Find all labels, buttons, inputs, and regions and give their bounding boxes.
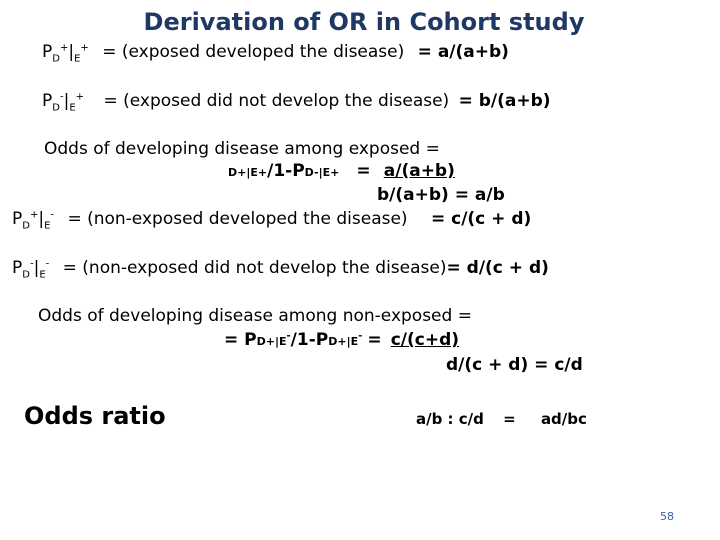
superscript-sign: + — [59, 42, 69, 54]
odds-ratio-formula — [416, 412, 587, 427]
page-number: 58 — [660, 510, 674, 523]
odds-exposed-formula — [228, 163, 455, 180]
odds-nonexposed-subscript: D+|E — [256, 335, 287, 348]
superscript-sign: + — [75, 91, 85, 103]
given-bar: | — [38, 209, 45, 229]
equals-sign: = — [367, 330, 382, 350]
definition-text: = (exposed developed the disease) — [102, 42, 405, 62]
odds-exposed-fraction: b/(a+b) = a/b — [377, 185, 505, 205]
superscript-sign: + — [29, 209, 39, 221]
equals-sign: = — [356, 161, 371, 181]
symbol-p: P — [12, 258, 23, 278]
odds-nonexposed-formula — [224, 332, 459, 349]
given-bar: | — [63, 91, 70, 111]
subscript-e: E — [69, 102, 76, 114]
subscript-d: D — [52, 53, 60, 65]
formula: = b/(a+b) — [458, 91, 551, 111]
superscript-sign: - — [358, 330, 363, 342]
subscript-e: E — [74, 53, 81, 65]
odds-exposed-heading: Odds of developing disease among exposed = — [44, 139, 440, 159]
equals-sign: = — [503, 410, 516, 428]
prob-diseased-given-exposed — [42, 42, 509, 65]
odds-ratio-lhs: a/b : c/d — [416, 410, 484, 428]
formula: = c/(c + d) — [430, 209, 532, 229]
odds-ratio-rhs: ad/bc — [540, 410, 587, 428]
superscript-sign: - — [59, 91, 64, 103]
odds-exposed-denominator: /1-P — [267, 161, 305, 181]
definition-text: = (exposed did not develop the disease) — [103, 91, 450, 111]
odds-nonexposed-heading: Odds of developing disease among non-exposed = — [38, 306, 472, 326]
superscript-sign: - — [45, 258, 50, 270]
definition-text: = (non-exposed developed the disease) — [67, 209, 408, 229]
odds-nonexposed-fraction: d/(c + d) = c/d — [446, 355, 583, 375]
given-bar: | — [33, 258, 40, 278]
odds-ratio-label: Odds ratio — [24, 402, 166, 430]
odds-nonexposed-prefix: = P — [224, 330, 257, 350]
odds-nonexposed-denominator: /1-P — [290, 330, 329, 350]
superscript-sign: - — [286, 330, 291, 342]
prob-not-diseased-given-exposed — [42, 91, 551, 114]
prob-not-diseased-given-nonexposed — [12, 258, 549, 281]
superscript-sign: - — [29, 258, 34, 270]
subscript-d: D — [22, 269, 30, 281]
odds-exposed-numerator: a/(a+b) — [383, 161, 455, 181]
prob-diseased-given-nonexposed — [12, 209, 532, 232]
odds-nonexposed-subscript: D+|E — [328, 335, 359, 348]
superscript-sign: + — [80, 42, 89, 54]
subscript-d: D — [22, 220, 30, 232]
formula: = d/(c + d) — [446, 258, 549, 278]
subscript-e: E — [44, 220, 51, 232]
definition-text: = (non-exposed did not develop the disease) — [62, 258, 447, 278]
formula: = a/(a+b) — [417, 42, 509, 62]
subscript-e: E — [39, 269, 46, 281]
odds-nonexposed-numerator: c/(c+d) — [390, 330, 460, 350]
given-bar: | — [68, 42, 75, 62]
superscript-sign: - — [50, 209, 55, 221]
odds-exposed-subscript: D-|E+ — [304, 166, 340, 179]
subscript-d: D — [52, 102, 60, 114]
slide-title: Derivation of OR in Cohort study — [143, 8, 585, 36]
odds-exposed-subscript: D+|E+ — [228, 166, 268, 179]
symbol-p: P — [12, 209, 23, 229]
symbol-p: P — [42, 91, 53, 111]
symbol-p: P — [42, 42, 53, 62]
